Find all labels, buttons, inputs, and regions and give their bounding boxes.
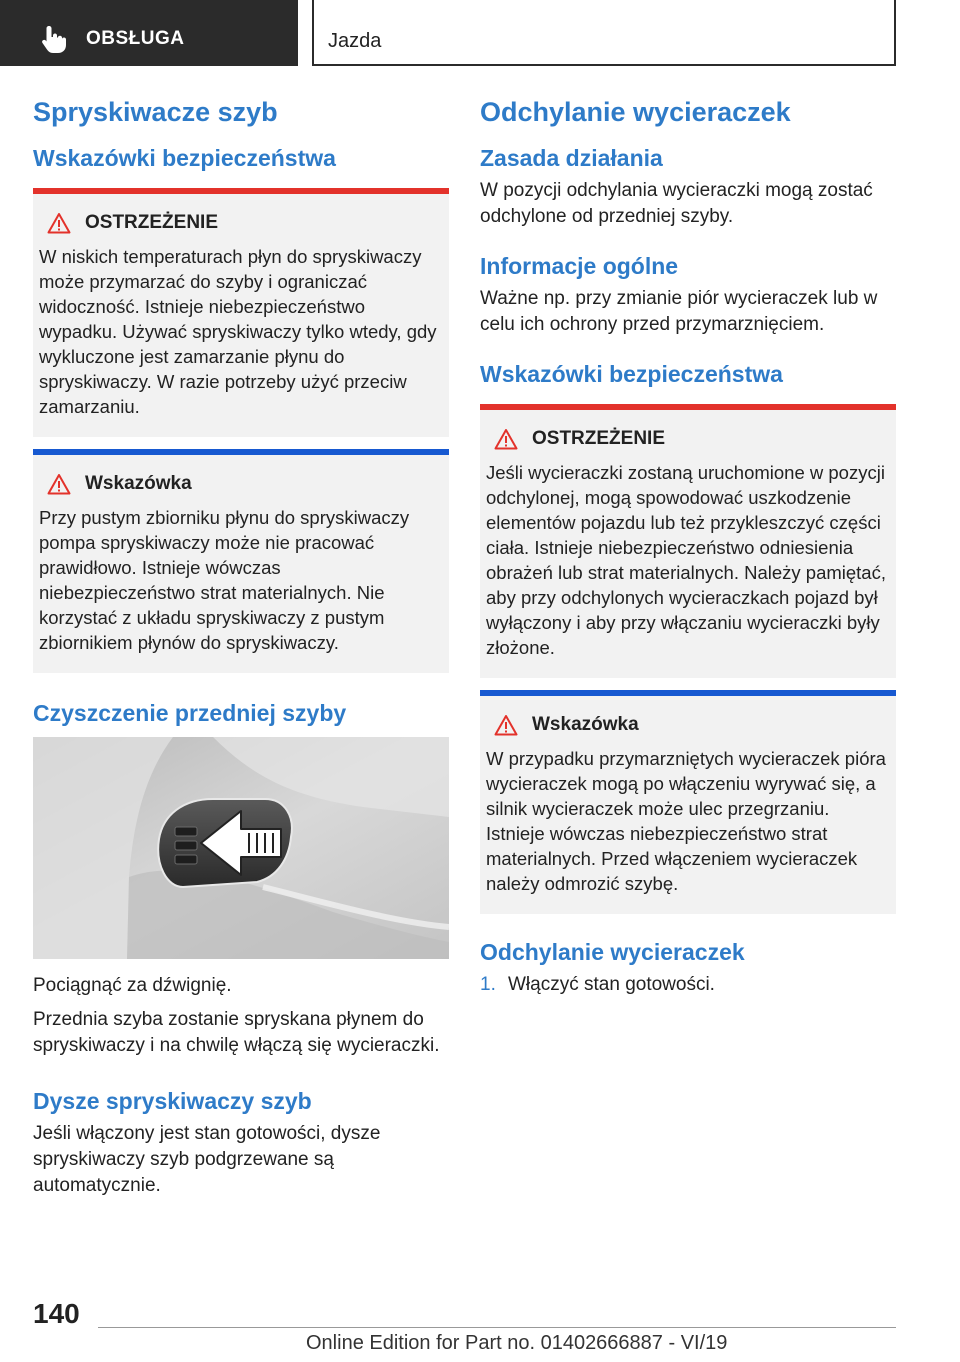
note-title-text: Wskazówka bbox=[532, 714, 639, 736]
note-box bbox=[480, 690, 896, 914]
hand-pointer-icon bbox=[40, 24, 68, 54]
note-box bbox=[33, 449, 449, 673]
note-title bbox=[39, 469, 441, 499]
note-title bbox=[486, 710, 888, 740]
note-text: W przypadku przymarzniętych wycieraczek pióra wycieraczek mogą po włączeniu wyrywać się, a silnik wycieraczek może ulec przegrzaniu. Istnieje wówczas niebezpieczeństwo strat materialnych. Przed włączeniem wycieraczek należy odmrozić szybę. bbox=[486, 748, 886, 895]
warning-title-text: OSTRZEŻENIE bbox=[85, 212, 219, 234]
wiper-lever-illustration bbox=[33, 737, 449, 959]
page-header bbox=[0, 0, 960, 66]
note-text: Przy pustym zbiorniku płynu do spryskiwaczy pompa spryskiwaczy może nie pracować prawidłowo. Istnieje wówczas niebezpieczeństwo strat materialnych. Nie korzystać z układu spryskiwaczy z pustym zbiornikiem płynów do spryskiwaczy. bbox=[39, 507, 410, 654]
warning-text: W niskich temperaturach płyn do spryskiwaczy może przymarzać do szyby i ograniczać widoczność. Istnieje niebezpieczeństwo wypadku. Używać spryskiwaczy tylko wtedy, gdy wykluczone jest zamarzanie płynu do spryskiwaczy. W razie potrzeby użyć przeciw zamarzaniu. bbox=[39, 246, 437, 418]
list-item bbox=[480, 972, 896, 998]
warning-title bbox=[486, 424, 888, 454]
safety-heading: Wskazówki bezpieczeństwa bbox=[33, 145, 336, 172]
principle-text: W pozycji odchylania wycieraczki mogą zostać odchylone od przedniej szyby. bbox=[480, 180, 873, 228]
general-heading: Informacje ogólne bbox=[480, 253, 679, 280]
edition-text: Online Edition for Part no. 01402666887 - VI/19 bbox=[306, 1332, 728, 1354]
warning-triangle-icon bbox=[494, 714, 518, 736]
note-title-text: Wskazówka bbox=[85, 473, 192, 495]
steps-heading: Odchylanie wycieraczek bbox=[480, 939, 745, 966]
wiper-lever-figure bbox=[33, 737, 449, 959]
right-column bbox=[480, 96, 896, 998]
warning-box bbox=[480, 404, 896, 678]
cleaning-step-text: Pociągnąć za dźwignię. bbox=[33, 975, 232, 997]
page-number: 140 bbox=[33, 1298, 80, 1329]
cleaning-result-text: Przednia szyba zostanie spryskana płynem do spryskiwaczy i na chwilę włączą się wycieraczki. bbox=[33, 1009, 440, 1057]
nozzles-text: Jeśli włączony jest stan gotowości, dysze spryskiwaczy szyb podgrzewane są automatycznie. bbox=[33, 1123, 381, 1197]
general-text: Ważne np. przy zmianie piór wycieraczek lub w celu ich ochrony przed przymarznięciem. bbox=[480, 288, 878, 336]
warning-box bbox=[33, 188, 449, 437]
section-label: OBSŁUGA bbox=[86, 28, 185, 49]
section-title: Odchylanie wycieraczek bbox=[480, 97, 791, 127]
safety-heading: Wskazówki bezpieczeństwa bbox=[480, 361, 783, 388]
principle-heading: Zasada działania bbox=[480, 145, 663, 172]
section-tab bbox=[0, 0, 298, 66]
warning-triangle-icon bbox=[47, 473, 71, 495]
warning-text: Jeśli wycieraczki zostaną uruchomione w pozycji odchylonej, mogą spowodować uszkodzenie elementów pojazdu lub też przykleszczyć części ciała. Istnieje niebezpieczeństwo odniesienia obrażeń lub strat materialnych. Należy pamiętać, aby przy odchylonych wycieraczkach pojazd był wyłączony i aby przy włączaniu wycieraczki były złożone. bbox=[486, 462, 886, 659]
cleaning-heading: Czyszczenie przedniej szyby bbox=[33, 700, 347, 727]
section-title: Spryskiwacze szyb bbox=[33, 97, 278, 127]
step-number: 1. bbox=[480, 973, 496, 995]
warning-triangle-icon bbox=[47, 212, 71, 234]
warning-triangle-icon bbox=[494, 428, 518, 450]
left-column bbox=[33, 96, 449, 1199]
warning-title bbox=[39, 208, 441, 238]
step-text: Włączyć stan gotowości. bbox=[508, 973, 715, 995]
footer-divider bbox=[98, 1327, 896, 1328]
nozzles-heading: Dysze spryskiwaczy szyb bbox=[33, 1088, 312, 1115]
warning-title-text: OSTRZEŻENIE bbox=[532, 428, 666, 450]
chapter-label: Jazda bbox=[328, 30, 382, 52]
chapter-tab bbox=[312, 0, 896, 66]
